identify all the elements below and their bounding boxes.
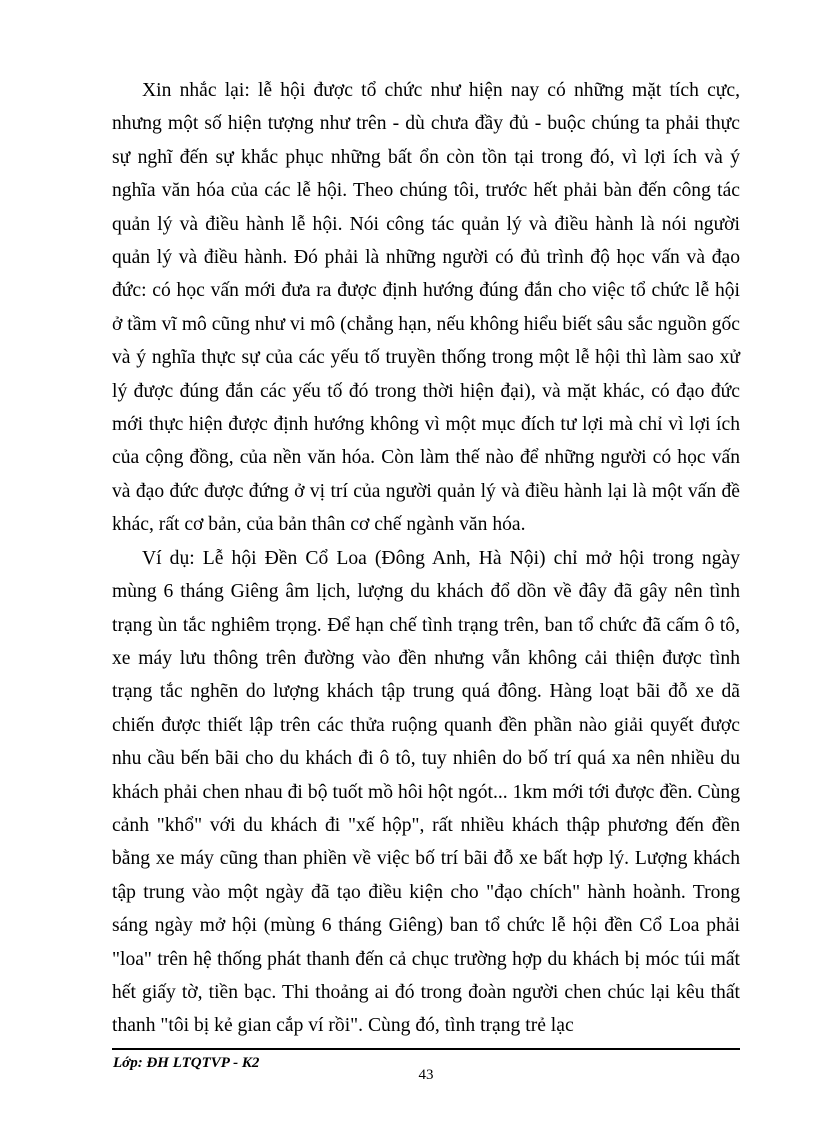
footer-divider [112,1048,740,1050]
page-number: 43 [418,1067,434,1083]
body-paragraph-1: Xin nhắc lại: lễ hội được tổ chức như hiện nay có những mặt tích cực, nhưng một số hiện tượng như trên - dù chưa đầy đủ - buộc chúng ta phải thực sự nghĩ đến sự khắc phục những bất ổn còn tồn tại trong đó, vì lợi ích và ý nghĩa văn hóa của các lễ hội. Theo chúng tôi, trước hết phải bàn đến công tác quản lý và điều hành lễ hội. Nói công tác quản lý và điều hành là nói người quản lý và điều hành. Đó phải là những người có đủ trình độ học vấn và đạo đức: có học vấn mới đưa ra được định hướng đúng đắn cho việc tổ chức lễ hội ở tầm vĩ mô cũng như vi mô (chẳng hạn, nếu không hiểu biết sâu sắc nguồn gốc và ý nghĩa thực sự của các yếu tố truyền thống trong một lễ hội thì làm sao xử lý được đúng đắn các yếu tố đó trong thời hiện đại), và mặt khác, có đạo đức mới thực hiện được định hướng không vì một mục đích tư lợi mà chỉ vì lợi ích của cộng đồng, của nền văn hóa. Còn làm thế nào để những người có học vấn và đạo đức được đứng ở vị trí của người quản lý và điều hành lại là một vấn đề khác, rất cơ bản, của bản thân cơ chế ngành văn hóa. [112,80,740,536]
page-content [112,74,740,1043]
body-paragraph-2: Ví dụ: Lễ hội Đền Cổ Loa (Đông Anh, Hà Nội) chỉ mở hội trong ngày mùng 6 tháng Giêng âm lịch, lượng du khách đổ dồn về đây đã gây nên tình trạng ùn tắc nghiêm trọng. Để hạn chế tình trạng trên, ban tổ chức đã cấm ô tô, xe máy lưu thông trên đường vào đền nhưng vẫn không cải thiện được tình trạng tắc nghẽn do lượng khách tập trung quá đông. Hàng loạt bãi đỗ xe dã chiến được thiết lập trên các thửa ruộng quanh đền phần nào giải quyết được nhu cầu bến bãi cho du khách đi ô tô, tuy nhiên do bố trí quá xa nên nhiều du khách phải chen nhau đi bộ tuốt mồ hôi hột ngót... 1km mới tới được đền. Cùng cảnh "khổ" với du khách đi "xế hộp", rất nhiều khách thập phương đến đền bằng xe máy cũng than phiền về việc bố trí bãi đỗ xe bất hợp lý. Lượng khách tập trung vào một ngày đã tạo điều kiện cho "đạo chích" hành hoành. Trong sáng ngày mở hội (mùng 6 tháng Giêng) ban tổ chức lễ hội đền Cổ Loa phải "loa" trên hệ thống phát thanh đến cả chục trường hợp du khách bị móc túi mất hết giấy tờ, tiền bạc. Thi thoảng ai đó trong đoàn người chen chúc lại kêu thất thanh "tôi bị kẻ gian cắp ví rồi". Cùng đó, tình trạng trẻ lạc [112,547,740,1037]
footer-class-label: Lớp: ĐH LTQTVP - K2 [113,1055,260,1071]
